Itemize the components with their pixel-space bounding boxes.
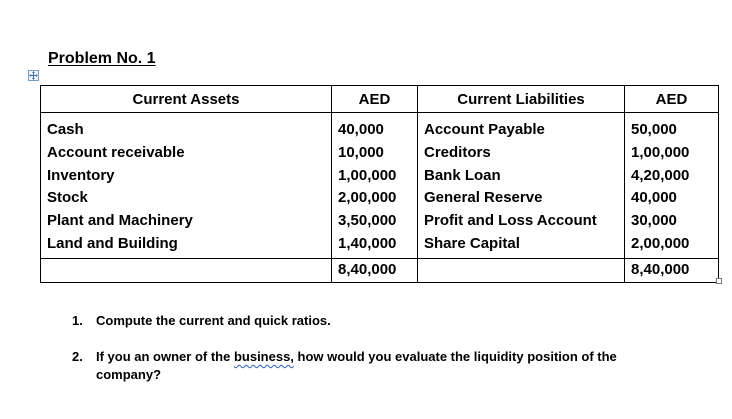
table-body-row xyxy=(41,113,719,259)
liabilities-total: 8,40,000 xyxy=(625,258,719,282)
liability-label: General Reserve xyxy=(424,189,543,207)
header-assets-currency: AED xyxy=(332,86,418,113)
liability-label: Profit and Loss Account xyxy=(424,212,597,230)
liabilities-label-cell xyxy=(418,258,625,282)
asset-label: Plant and Machinery xyxy=(47,212,193,230)
liability-label: Creditors xyxy=(424,143,491,161)
liability-value: 50,000 xyxy=(631,121,677,138)
asset-value: 1,00,000 xyxy=(338,166,397,184)
liability-values xyxy=(625,113,719,259)
spelling-flagged-word[interactable]: business, xyxy=(233,349,294,364)
question-item xyxy=(72,312,656,330)
balance-table xyxy=(40,85,719,283)
liability-label: Bank Loan xyxy=(424,166,501,184)
question-list xyxy=(72,312,656,384)
asset-value: 10,000 xyxy=(338,143,384,161)
liability-label: Account Payable xyxy=(424,121,545,138)
total-label-cell xyxy=(41,258,332,282)
asset-value: 2,00,000 xyxy=(338,189,397,207)
liability-value: 30,000 xyxy=(631,212,677,230)
question-item xyxy=(72,348,656,384)
move-arrows-icon xyxy=(29,71,38,80)
liability-label: Share Capital xyxy=(424,234,520,252)
question-text-start: If you an owner of the xyxy=(96,349,234,364)
question-number: 2. xyxy=(72,349,83,364)
liability-value: 2,00,000 xyxy=(631,234,690,252)
asset-label: Land and Building xyxy=(47,234,178,252)
asset-label: Stock xyxy=(47,189,88,207)
asset-label: Inventory xyxy=(47,166,115,184)
asset-labels xyxy=(41,113,332,259)
asset-value: 3,50,000 xyxy=(338,212,397,230)
table-resize-icon[interactable] xyxy=(716,278,722,284)
header-current-assets: Current Assets xyxy=(41,86,332,113)
liability-value: 1,00,000 xyxy=(631,143,690,161)
liability-value: 40,000 xyxy=(631,189,677,207)
question-text: Compute the current and quick ratios. xyxy=(96,313,331,328)
table-move-handle-icon[interactable] xyxy=(28,70,39,81)
asset-label: Account receivable xyxy=(47,143,185,161)
problem-title: Problem No. 1 xyxy=(48,50,156,67)
asset-value: 1,40,000 xyxy=(338,234,397,252)
table-total-row xyxy=(41,258,719,282)
header-current-liabilities: Current Liabilities xyxy=(418,86,625,113)
question-number: 1. xyxy=(72,313,83,328)
asset-label: Cash xyxy=(47,121,84,138)
asset-value: 40,000 xyxy=(338,121,384,138)
asset-values xyxy=(332,113,418,259)
question-text-end: how would you evaluate the liquidity position of the company? xyxy=(96,349,617,382)
liability-labels xyxy=(418,113,625,259)
assets-total: 8,40,000 xyxy=(332,258,418,282)
header-liabilities-currency: AED xyxy=(625,86,719,113)
table-header-row xyxy=(41,86,719,113)
liability-value: 4,20,000 xyxy=(631,166,690,184)
